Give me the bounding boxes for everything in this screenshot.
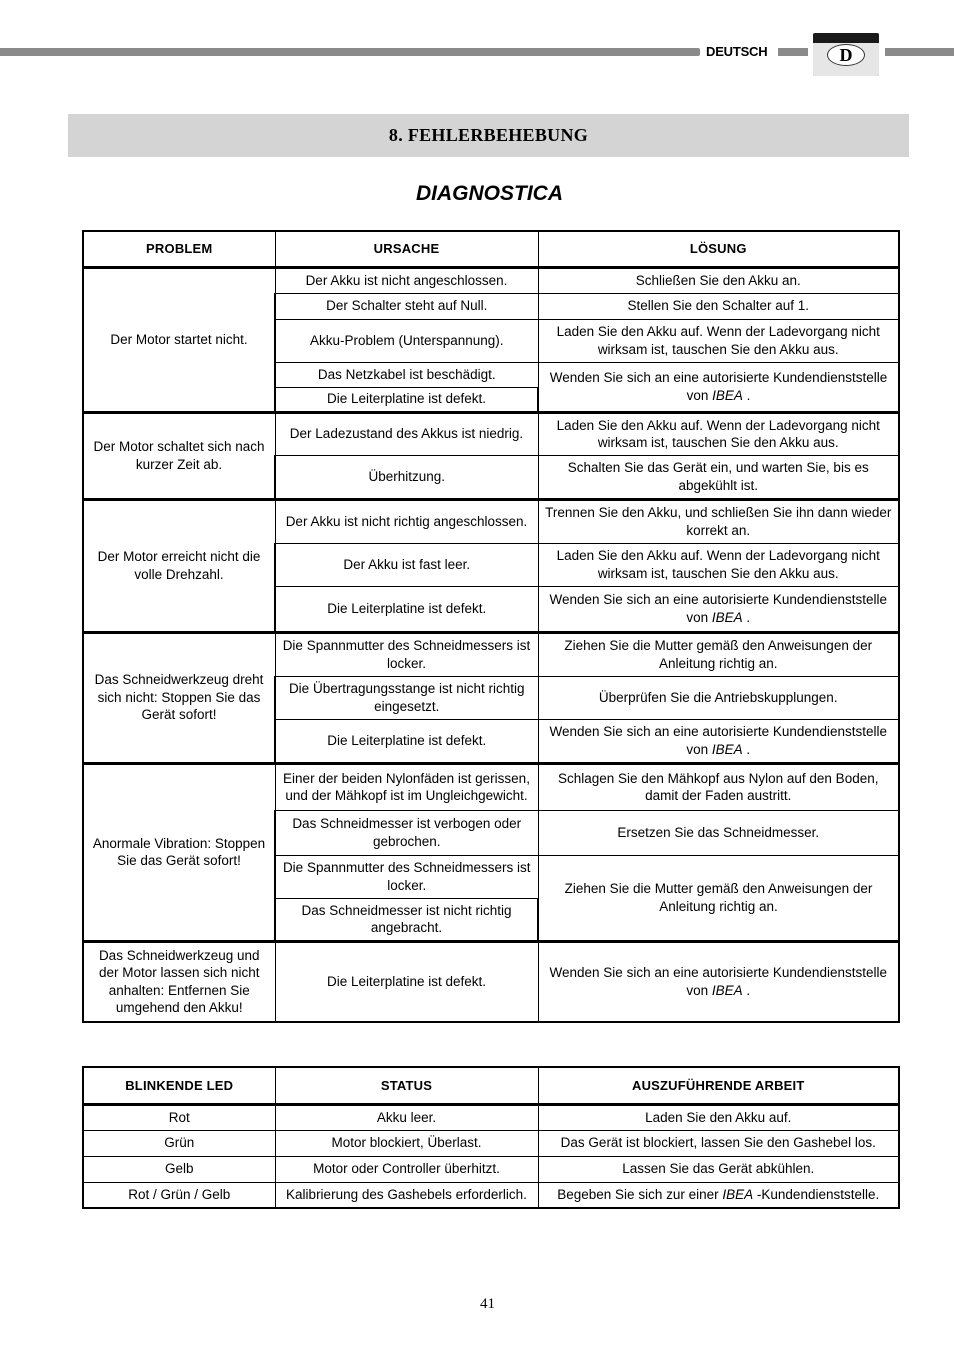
table-row (83, 267, 899, 293)
cause-cell: Überhitzung. (275, 455, 538, 499)
problem-cell: Das Schneidwerkzeug dreht sich nicht: Stoppen Sie das Gerät sofort! (83, 632, 275, 763)
cause-cell: Die Leiterplatine ist defekt. (275, 586, 538, 632)
cause-cell: Der Schalter steht auf Null. (275, 293, 538, 319)
table-row (83, 1104, 899, 1130)
cause-cell: Die Leiterplatine ist defekt. (275, 719, 538, 763)
action-cell: Lassen Sie das Gerät abkühlen. (538, 1156, 899, 1182)
solution-cell: Stellen Sie den Schalter auf 1. (538, 293, 899, 319)
table-row (83, 1130, 899, 1156)
cause-cell: Der Akku ist fast leer. (275, 543, 538, 586)
diagnostics-title: DIAGNOSTICA (416, 182, 563, 205)
table-row (83, 1182, 899, 1208)
solution-cell: Trennen Sie den Akku, und schließen Sie ihn dann wieder korrekt an. (538, 499, 899, 543)
solution-cell: Laden Sie den Akku auf. Wenn der Ladevorgang nicht wirksam ist, tauschen Sie den Akku aus. (538, 412, 899, 455)
cause-cell: Der Ladezustand des Akkus ist niedrig. (275, 412, 538, 455)
solution-cell (538, 362, 899, 412)
cause-cell: Einer der beiden Nylonfäden ist gerissen, und der Mähkopf ist im Ungleichgewicht. (275, 763, 538, 810)
table-row (83, 941, 899, 1022)
brand-name: IBEA (711, 982, 743, 998)
action-suffix: -Kundendienststelle. (756, 1187, 880, 1202)
led-cell: Rot / Grün / Gelb (83, 1182, 275, 1208)
section-heading-band (68, 114, 909, 157)
solution-cell: Ersetzen Sie das Schneidmesser. (538, 810, 899, 855)
cause-cell: Der Akku ist nicht angeschlossen. (275, 267, 538, 293)
solution-cell: Laden Sie den Akku auf. Wenn der Ladevorgang nicht wirksam ist, tauschen Sie den Akku aus. (538, 543, 899, 586)
solution-cell (538, 586, 899, 632)
solution-cell: Ziehen Sie die Mutter gemäß den Anweisungen der Anleitung richtig an. (538, 855, 899, 941)
table-row (83, 763, 899, 810)
solution-text: Wenden Sie sich an eine autorisierte Kundendienststelle von (549, 724, 887, 757)
section-title: 8. FEHLERBEHEBUNG (388, 125, 589, 145)
language-tab-letter: D (827, 44, 865, 66)
solution-text: Wenden Sie sich an eine autorisierte Kundendienststelle von (549, 370, 888, 403)
cause-cell: Die Spannmutter des Schneidmessers ist locker. (275, 855, 538, 898)
column-header-status: STATUS (275, 1067, 538, 1104)
action-cell: Das Gerät ist blockiert, lassen Sie den Gashebel los. (538, 1130, 899, 1156)
solution-suffix: . (746, 982, 751, 998)
led-status-table (82, 1066, 900, 1209)
action-cell: Laden Sie den Akku auf. (538, 1104, 899, 1130)
cause-cell: Das Netzkabel ist beschädigt. (275, 362, 538, 387)
language-tab (813, 33, 879, 76)
column-header-problem: PROBLEM (83, 231, 275, 267)
led-cell: Grün (83, 1130, 275, 1156)
solution-cell: Schalten Sie das Gerät ein, und warten Sie, bis es abgekühlt ist. (538, 455, 899, 499)
header-rule-right (885, 48, 954, 56)
status-cell: Kalibrierung des Gashebels erforderlich. (275, 1182, 538, 1208)
cause-cell: Das Schneidmesser ist nicht richtig angebracht. (275, 898, 538, 941)
action-cell (538, 1182, 899, 1208)
status-cell: Motor blockiert, Überlast. (275, 1130, 538, 1156)
table-row (83, 632, 899, 676)
cause-cell: Die Leiterplatine ist defekt. (275, 387, 538, 412)
table-header-row (83, 1067, 899, 1104)
table-header-row (83, 231, 899, 267)
status-cell: Akku leer. (275, 1104, 538, 1130)
troubleshooting-table (82, 230, 900, 1023)
cause-cell: Die Übertragungsstange ist nicht richtig eingesetzt. (275, 676, 538, 719)
action-text: Begeben Sie sich zur einer (557, 1187, 719, 1202)
problem-cell: Der Motor erreicht nicht die volle Drehzahl. (83, 499, 275, 632)
cause-cell: Akku-Problem (Unterspannung). (275, 319, 538, 362)
brand-name: IBEA (711, 741, 743, 757)
table-row (83, 1156, 899, 1182)
column-header-solution: LÖSUNG (538, 231, 899, 267)
page-number: 41 (480, 1296, 495, 1312)
solution-cell: Laden Sie den Akku auf. Wenn der Ladevorgang nicht wirksam ist, tauschen Sie den Akku aus. (538, 319, 899, 362)
solution-suffix: . (746, 387, 751, 403)
brand-name: IBEA (722, 1187, 754, 1202)
problem-cell: Anormale Vibration: Stoppen Sie das Gerät sofort! (83, 763, 275, 941)
solution-suffix: . (746, 741, 751, 757)
brand-name: IBEA (711, 609, 743, 625)
header-rule-left (0, 48, 700, 56)
cause-cell: Die Leiterplatine ist defekt. (275, 941, 538, 1022)
solution-cell: Überprüfen Sie die Antriebskupplungen. (538, 676, 899, 719)
solution-text: Wenden Sie sich an eine autorisierte Kundendienststelle von (549, 592, 887, 625)
cause-cell: Die Spannmutter des Schneidmessers ist locker. (275, 632, 538, 676)
cause-cell: Das Schneidmesser ist verbogen oder gebrochen. (275, 810, 538, 855)
problem-cell: Der Motor schaltet sich nach kurzer Zeit ab. (83, 412, 275, 499)
led-cell: Gelb (83, 1156, 275, 1182)
table-row (83, 412, 899, 455)
solution-cell (538, 719, 899, 763)
table-row (83, 499, 899, 543)
column-header-cause: URSACHE (275, 231, 538, 267)
language-label: DEUTSCH (706, 44, 768, 59)
column-header-action: AUSZUFÜHRENDE ARBEIT (538, 1067, 899, 1104)
brand-name: IBEA (712, 387, 743, 403)
solution-cell: Schlagen Sie den Mähkopf aus Nylon auf den Boden, damit der Faden austritt. (538, 763, 899, 810)
problem-cell: Der Motor startet nicht. (83, 267, 275, 412)
solution-cell: Ziehen Sie die Mutter gemäß den Anweisungen der Anleitung richtig an. (538, 632, 899, 676)
problem-cell: Das Schneidwerkzeug und der Motor lassen sich nicht anhalten: Entfernen Sie umgehend den Akku! (83, 941, 275, 1022)
status-cell: Motor oder Controller überhitzt. (275, 1156, 538, 1182)
led-cell: Rot (83, 1104, 275, 1130)
solution-suffix: . (746, 609, 751, 625)
solution-cell: Schließen Sie den Akku an. (538, 267, 899, 293)
solution-cell (538, 941, 899, 1022)
cause-cell: Der Akku ist nicht richtig angeschlossen. (275, 499, 538, 543)
header-rule-middle (778, 48, 808, 56)
solution-text: Wenden Sie sich an eine autorisierte Kundendienststelle von (549, 965, 887, 998)
column-header-led: BLINKENDE LED (83, 1067, 275, 1104)
